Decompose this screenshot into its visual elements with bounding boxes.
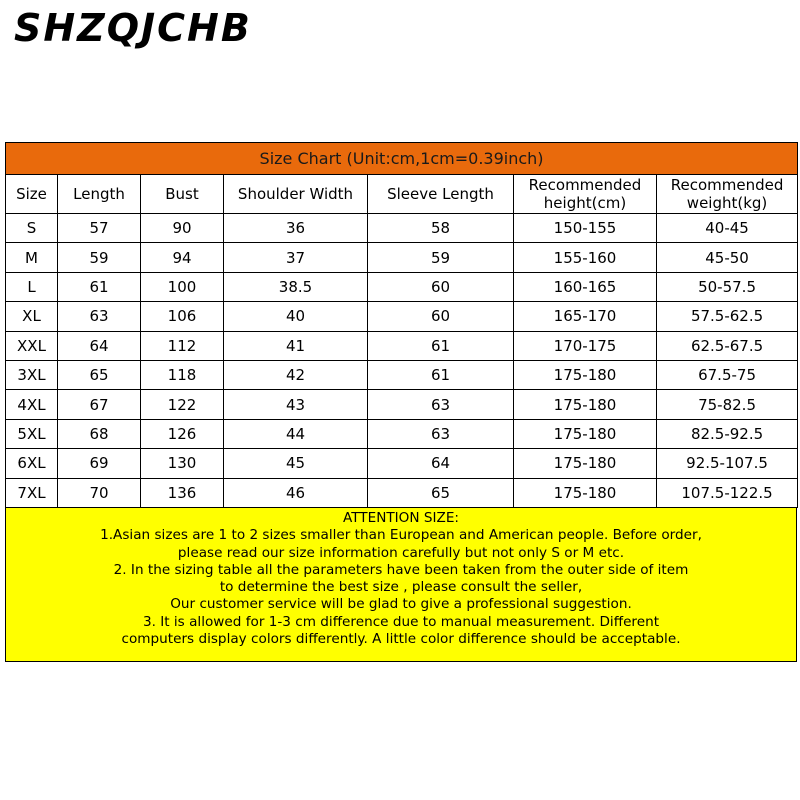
table-row: [6, 390, 798, 419]
table-cell: 38.5: [224, 272, 368, 301]
column-header: Shoulder Width: [224, 175, 368, 214]
table-cell: 4XL: [6, 390, 58, 419]
table-cell: 61: [58, 272, 141, 301]
table-cell: 60: [368, 272, 514, 301]
table-cell: 90: [141, 214, 224, 243]
column-header: Recommended weight(kg): [657, 175, 798, 214]
table-cell: 6XL: [6, 449, 58, 478]
table-cell: 122: [141, 390, 224, 419]
table-cell: 40: [224, 302, 368, 331]
table-cell: 175-180: [514, 449, 657, 478]
table-cell: XL: [6, 302, 58, 331]
column-header: Sleeve Length: [368, 175, 514, 214]
table-cell: 7XL: [6, 478, 58, 507]
table-cell: 118: [141, 360, 224, 389]
table-cell: 57: [58, 214, 141, 243]
table-cell: 175-180: [514, 390, 657, 419]
table-cell: 63: [368, 390, 514, 419]
table-row: [6, 302, 798, 331]
brand-logo-text: SHZQJCHB: [14, 6, 252, 50]
table-cell: 67: [58, 390, 141, 419]
table-header-row: [6, 175, 798, 214]
attention-heading: ATTENTION SIZE:: [343, 509, 459, 526]
attention-notes: [5, 508, 797, 662]
table-cell: 65: [58, 360, 141, 389]
attention-line: computers display colors differently. A little color difference should be acceptable.: [121, 630, 681, 647]
table-cell: 40-45: [657, 214, 798, 243]
attention-line: to determine the best size , please consult the seller,: [219, 579, 583, 596]
table-cell: 175-180: [514, 478, 657, 507]
table-cell: 61: [368, 331, 514, 360]
table-cell: 63: [368, 419, 514, 448]
table-row: [6, 214, 798, 243]
table-cell: 64: [368, 449, 514, 478]
table-cell: 100: [141, 272, 224, 301]
table-cell: S: [6, 214, 58, 243]
table-row: [6, 419, 798, 448]
table-cell: 59: [58, 243, 141, 272]
table-cell: 170-175: [514, 331, 657, 360]
table-cell: 65: [368, 478, 514, 507]
attention-line: Our customer service will be glad to give a professional suggestion.: [170, 596, 632, 613]
size-table: [5, 142, 798, 508]
table-cell: 112: [141, 331, 224, 360]
table-cell: 3XL: [6, 360, 58, 389]
table-cell: 45: [224, 449, 368, 478]
table-cell: 126: [141, 419, 224, 448]
table-cell: 46: [224, 478, 368, 507]
table-cell: 61: [368, 360, 514, 389]
attention-line: 1.Asian sizes are 1 to 2 sizes smaller than European and American people. Before order,: [100, 527, 702, 544]
table-cell: 57.5-62.5: [657, 302, 798, 331]
table-cell: 59: [368, 243, 514, 272]
column-header: Length: [58, 175, 141, 214]
attention-line: please read our size information carefully but not only S or M etc.: [177, 544, 625, 561]
table-cell: 69: [58, 449, 141, 478]
table-row: [6, 478, 798, 507]
table-row: [6, 243, 798, 272]
table-cell: XXL: [6, 331, 58, 360]
size-chart: [5, 142, 797, 662]
column-header: Bust: [141, 175, 224, 214]
table-cell: 67.5-75: [657, 360, 798, 389]
table-cell: 5XL: [6, 419, 58, 448]
table-cell: 41: [224, 331, 368, 360]
table-row: [6, 449, 798, 478]
table-cell: 42: [224, 360, 368, 389]
table-cell: L: [6, 272, 58, 301]
table-cell: 160-165: [514, 272, 657, 301]
table-row: [6, 272, 798, 301]
attention-line: 2. In the sizing table all the parameters have been taken from the outer side of item: [113, 561, 689, 578]
table-cell: 45-50: [657, 243, 798, 272]
table-cell: 68: [58, 419, 141, 448]
table-cell: 50-57.5: [657, 272, 798, 301]
table-cell: 64: [58, 331, 141, 360]
table-cell: 63: [58, 302, 141, 331]
table-cell: 37: [224, 243, 368, 272]
table-cell: 92.5-107.5: [657, 449, 798, 478]
table-row: [6, 331, 798, 360]
table-cell: 60: [368, 302, 514, 331]
table-cell: 58: [368, 214, 514, 243]
table-cell: 136: [141, 478, 224, 507]
table-cell: 106: [141, 302, 224, 331]
table-row: [6, 360, 798, 389]
column-header: Recommended height(cm): [514, 175, 657, 214]
table-cell: 165-170: [514, 302, 657, 331]
table-cell: 175-180: [514, 360, 657, 389]
table-cell: 155-160: [514, 243, 657, 272]
table-cell: 44: [224, 419, 368, 448]
attention-line: 3. It is allowed for 1-3 cm difference due to manual measurement. Different: [142, 613, 660, 630]
table-cell: 175-180: [514, 419, 657, 448]
table-cell: 130: [141, 449, 224, 478]
table-cell: 82.5-92.5: [657, 419, 798, 448]
table-cell: 70: [58, 478, 141, 507]
table-cell: 150-155: [514, 214, 657, 243]
table-cell: M: [6, 243, 58, 272]
column-header: Size: [6, 175, 58, 214]
table-cell: 107.5-122.5: [657, 478, 798, 507]
table-cell: 94: [141, 243, 224, 272]
table-cell: 36: [224, 214, 368, 243]
table-cell: 43: [224, 390, 368, 419]
size-chart-title: Size Chart (Unit:cm,1cm=0.39inch): [6, 143, 798, 175]
table-cell: 62.5-67.5: [657, 331, 798, 360]
table-cell: 75-82.5: [657, 390, 798, 419]
